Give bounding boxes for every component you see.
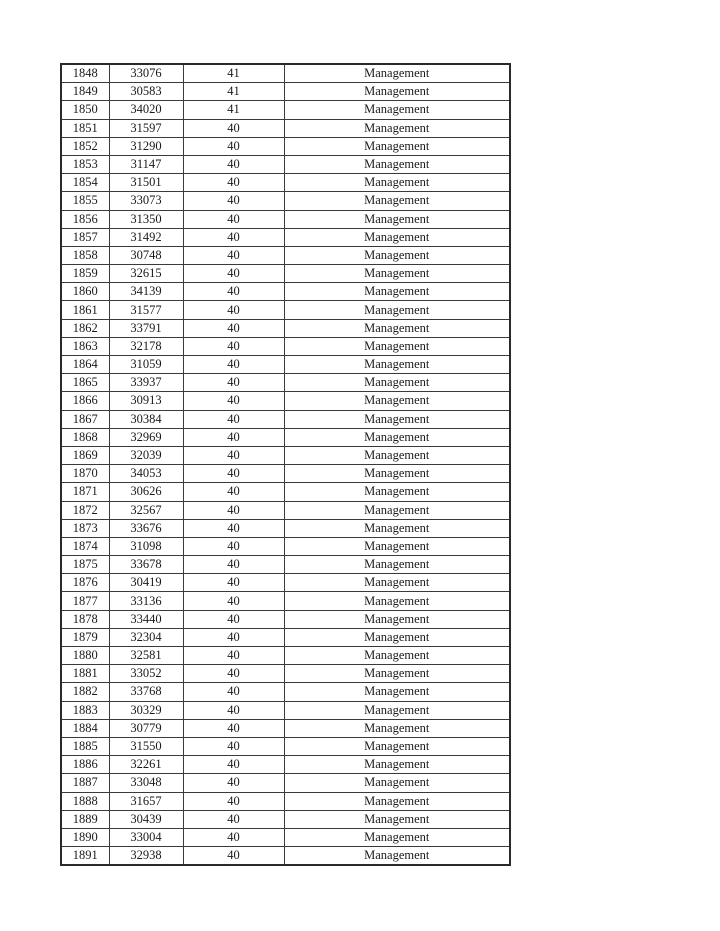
score-cell: 40 xyxy=(183,410,284,428)
category-cell: Management xyxy=(284,756,510,774)
id-number-cell: 31059 xyxy=(109,356,183,374)
id-number-cell: 31501 xyxy=(109,174,183,192)
table-row xyxy=(61,810,510,828)
score-cell: 40 xyxy=(183,137,284,155)
serial-number-cell: 1860 xyxy=(61,283,109,301)
id-number-cell: 32938 xyxy=(109,847,183,866)
id-number-cell: 32581 xyxy=(109,647,183,665)
score-cell: 40 xyxy=(183,319,284,337)
table-body xyxy=(61,64,510,865)
score-cell: 40 xyxy=(183,228,284,246)
id-number-cell: 33073 xyxy=(109,192,183,210)
score-cell: 40 xyxy=(183,574,284,592)
score-cell: 40 xyxy=(183,719,284,737)
id-number-cell: 33076 xyxy=(109,64,183,83)
id-number-cell: 33136 xyxy=(109,592,183,610)
score-cell: 40 xyxy=(183,392,284,410)
category-cell: Management xyxy=(284,810,510,828)
table-row xyxy=(61,337,510,355)
score-cell: 40 xyxy=(183,428,284,446)
score-cell: 40 xyxy=(183,519,284,537)
table-row xyxy=(61,719,510,737)
table-row xyxy=(61,192,510,210)
table-row xyxy=(61,301,510,319)
score-cell: 40 xyxy=(183,847,284,866)
category-cell: Management xyxy=(284,465,510,483)
score-cell: 40 xyxy=(183,501,284,519)
serial-number-cell: 1862 xyxy=(61,319,109,337)
serial-number-cell: 1876 xyxy=(61,574,109,592)
category-cell: Management xyxy=(284,719,510,737)
category-cell: Management xyxy=(284,319,510,337)
id-number-cell: 32039 xyxy=(109,446,183,464)
table-row xyxy=(61,792,510,810)
serial-number-cell: 1866 xyxy=(61,392,109,410)
id-number-cell: 31492 xyxy=(109,228,183,246)
score-cell: 40 xyxy=(183,683,284,701)
table-row xyxy=(61,519,510,537)
id-number-cell: 31290 xyxy=(109,137,183,155)
serial-number-cell: 1883 xyxy=(61,701,109,719)
category-cell: Management xyxy=(284,446,510,464)
serial-number-cell: 1854 xyxy=(61,174,109,192)
serial-number-cell: 1887 xyxy=(61,774,109,792)
category-cell: Management xyxy=(284,155,510,173)
serial-number-cell: 1873 xyxy=(61,519,109,537)
score-cell: 40 xyxy=(183,283,284,301)
serial-number-cell: 1886 xyxy=(61,756,109,774)
category-cell: Management xyxy=(284,828,510,846)
score-cell: 40 xyxy=(183,192,284,210)
id-number-cell: 32615 xyxy=(109,265,183,283)
category-cell: Management xyxy=(284,519,510,537)
serial-number-cell: 1878 xyxy=(61,610,109,628)
serial-number-cell: 1863 xyxy=(61,337,109,355)
score-cell: 40 xyxy=(183,774,284,792)
table-row xyxy=(61,828,510,846)
table-row xyxy=(61,155,510,173)
serial-number-cell: 1874 xyxy=(61,537,109,555)
serial-number-cell: 1849 xyxy=(61,83,109,101)
category-cell: Management xyxy=(284,301,510,319)
table-row xyxy=(61,246,510,264)
category-cell: Management xyxy=(284,283,510,301)
serial-number-cell: 1864 xyxy=(61,356,109,374)
table-row xyxy=(61,374,510,392)
category-cell: Management xyxy=(284,592,510,610)
table-row xyxy=(61,756,510,774)
category-cell: Management xyxy=(284,246,510,264)
category-cell: Management xyxy=(284,192,510,210)
serial-number-cell: 1870 xyxy=(61,465,109,483)
category-cell: Management xyxy=(284,701,510,719)
category-cell: Management xyxy=(284,392,510,410)
serial-number-cell: 1855 xyxy=(61,192,109,210)
id-number-cell: 31597 xyxy=(109,119,183,137)
score-cell: 40 xyxy=(183,701,284,719)
serial-number-cell: 1856 xyxy=(61,210,109,228)
serial-number-cell: 1888 xyxy=(61,792,109,810)
id-number-cell: 31098 xyxy=(109,537,183,555)
id-number-cell: 30583 xyxy=(109,83,183,101)
category-cell: Management xyxy=(284,610,510,628)
score-cell: 40 xyxy=(183,210,284,228)
table-row xyxy=(61,137,510,155)
score-cell: 40 xyxy=(183,374,284,392)
category-cell: Management xyxy=(284,628,510,646)
serial-number-cell: 1861 xyxy=(61,301,109,319)
table-row xyxy=(61,210,510,228)
category-cell: Management xyxy=(284,737,510,755)
category-cell: Management xyxy=(284,228,510,246)
category-cell: Management xyxy=(284,574,510,592)
category-cell: Management xyxy=(284,374,510,392)
serial-number-cell: 1879 xyxy=(61,628,109,646)
serial-number-cell: 1880 xyxy=(61,647,109,665)
serial-number-cell: 1884 xyxy=(61,719,109,737)
id-number-cell: 34139 xyxy=(109,283,183,301)
id-number-cell: 32178 xyxy=(109,337,183,355)
serial-number-cell: 1867 xyxy=(61,410,109,428)
table-row xyxy=(61,356,510,374)
serial-number-cell: 1850 xyxy=(61,101,109,119)
table-row xyxy=(61,737,510,755)
serial-number-cell: 1891 xyxy=(61,847,109,866)
score-cell: 40 xyxy=(183,537,284,555)
id-number-cell: 32261 xyxy=(109,756,183,774)
category-cell: Management xyxy=(284,537,510,555)
category-cell: Management xyxy=(284,647,510,665)
table-row xyxy=(61,574,510,592)
table-row xyxy=(61,483,510,501)
id-number-cell: 31657 xyxy=(109,792,183,810)
id-number-cell: 30748 xyxy=(109,246,183,264)
category-cell: Management xyxy=(284,210,510,228)
category-cell: Management xyxy=(284,265,510,283)
category-cell: Management xyxy=(284,174,510,192)
serial-number-cell: 1890 xyxy=(61,828,109,846)
table-row xyxy=(61,174,510,192)
id-number-cell: 32969 xyxy=(109,428,183,446)
table-row xyxy=(61,683,510,701)
category-cell: Management xyxy=(284,428,510,446)
id-number-cell: 33791 xyxy=(109,319,183,337)
category-cell: Management xyxy=(284,119,510,137)
score-cell: 40 xyxy=(183,810,284,828)
score-cell: 40 xyxy=(183,446,284,464)
id-number-cell: 30419 xyxy=(109,574,183,592)
table-row xyxy=(61,556,510,574)
table-row xyxy=(61,83,510,101)
score-cell: 40 xyxy=(183,828,284,846)
serial-number-cell: 1871 xyxy=(61,483,109,501)
score-cell: 40 xyxy=(183,647,284,665)
category-cell: Management xyxy=(284,683,510,701)
serial-number-cell: 1875 xyxy=(61,556,109,574)
table-row xyxy=(61,501,510,519)
category-cell: Management xyxy=(284,137,510,155)
serial-number-cell: 1885 xyxy=(61,737,109,755)
table-row xyxy=(61,119,510,137)
table-row xyxy=(61,446,510,464)
serial-number-cell: 1881 xyxy=(61,665,109,683)
score-cell: 40 xyxy=(183,483,284,501)
serial-number-cell: 1848 xyxy=(61,64,109,83)
id-number-cell: 34020 xyxy=(109,101,183,119)
table-row xyxy=(61,537,510,555)
category-cell: Management xyxy=(284,356,510,374)
serial-number-cell: 1852 xyxy=(61,137,109,155)
id-number-cell: 30913 xyxy=(109,392,183,410)
category-cell: Management xyxy=(284,483,510,501)
serial-number-cell: 1865 xyxy=(61,374,109,392)
serial-number-cell: 1872 xyxy=(61,501,109,519)
id-number-cell: 33004 xyxy=(109,828,183,846)
score-cell: 40 xyxy=(183,592,284,610)
score-cell: 40 xyxy=(183,174,284,192)
id-number-cell: 34053 xyxy=(109,465,183,483)
score-cell: 40 xyxy=(183,246,284,264)
score-cell: 40 xyxy=(183,756,284,774)
category-cell: Management xyxy=(284,337,510,355)
category-cell: Management xyxy=(284,665,510,683)
score-cell: 40 xyxy=(183,337,284,355)
serial-number-cell: 1869 xyxy=(61,446,109,464)
table-row xyxy=(61,228,510,246)
serial-number-cell: 1851 xyxy=(61,119,109,137)
score-cell: 40 xyxy=(183,610,284,628)
id-number-cell: 30779 xyxy=(109,719,183,737)
table-row xyxy=(61,701,510,719)
score-cell: 41 xyxy=(183,101,284,119)
category-cell: Management xyxy=(284,556,510,574)
id-number-cell: 30384 xyxy=(109,410,183,428)
id-number-cell: 30439 xyxy=(109,810,183,828)
id-number-cell: 33052 xyxy=(109,665,183,683)
score-cell: 40 xyxy=(183,665,284,683)
score-cell: 40 xyxy=(183,465,284,483)
table-row xyxy=(61,319,510,337)
table-row xyxy=(61,428,510,446)
id-number-cell: 30626 xyxy=(109,483,183,501)
score-cell: 40 xyxy=(183,301,284,319)
serial-number-cell: 1859 xyxy=(61,265,109,283)
id-number-cell: 33440 xyxy=(109,610,183,628)
category-cell: Management xyxy=(284,774,510,792)
table-row xyxy=(61,610,510,628)
score-cell: 41 xyxy=(183,83,284,101)
table-row xyxy=(61,774,510,792)
id-number-cell: 33937 xyxy=(109,374,183,392)
score-cell: 40 xyxy=(183,556,284,574)
table-row xyxy=(61,628,510,646)
table-row xyxy=(61,465,510,483)
id-number-cell: 31350 xyxy=(109,210,183,228)
data-table xyxy=(60,63,511,866)
id-number-cell: 30329 xyxy=(109,701,183,719)
serial-number-cell: 1857 xyxy=(61,228,109,246)
table-row xyxy=(61,410,510,428)
table-row xyxy=(61,265,510,283)
id-number-cell: 33678 xyxy=(109,556,183,574)
serial-number-cell: 1889 xyxy=(61,810,109,828)
serial-number-cell: 1853 xyxy=(61,155,109,173)
table-row xyxy=(61,592,510,610)
serial-number-cell: 1882 xyxy=(61,683,109,701)
id-number-cell: 32567 xyxy=(109,501,183,519)
score-cell: 40 xyxy=(183,119,284,137)
id-number-cell: 31550 xyxy=(109,737,183,755)
category-cell: Management xyxy=(284,83,510,101)
id-number-cell: 31577 xyxy=(109,301,183,319)
id-number-cell: 33768 xyxy=(109,683,183,701)
id-number-cell: 33048 xyxy=(109,774,183,792)
table-row xyxy=(61,101,510,119)
score-cell: 40 xyxy=(183,265,284,283)
table-row xyxy=(61,392,510,410)
serial-number-cell: 1868 xyxy=(61,428,109,446)
score-cell: 41 xyxy=(183,64,284,83)
serial-number-cell: 1858 xyxy=(61,246,109,264)
score-cell: 40 xyxy=(183,155,284,173)
table-row xyxy=(61,847,510,866)
id-number-cell: 33676 xyxy=(109,519,183,537)
table-row xyxy=(61,283,510,301)
category-cell: Management xyxy=(284,410,510,428)
category-cell: Management xyxy=(284,64,510,83)
category-cell: Management xyxy=(284,101,510,119)
table-row xyxy=(61,665,510,683)
score-cell: 40 xyxy=(183,628,284,646)
table-row xyxy=(61,647,510,665)
category-cell: Management xyxy=(284,792,510,810)
table-row xyxy=(61,64,510,83)
category-cell: Management xyxy=(284,501,510,519)
score-cell: 40 xyxy=(183,356,284,374)
category-cell: Management xyxy=(284,847,510,866)
score-cell: 40 xyxy=(183,792,284,810)
serial-number-cell: 1877 xyxy=(61,592,109,610)
score-cell: 40 xyxy=(183,737,284,755)
id-number-cell: 32304 xyxy=(109,628,183,646)
id-number-cell: 31147 xyxy=(109,155,183,173)
